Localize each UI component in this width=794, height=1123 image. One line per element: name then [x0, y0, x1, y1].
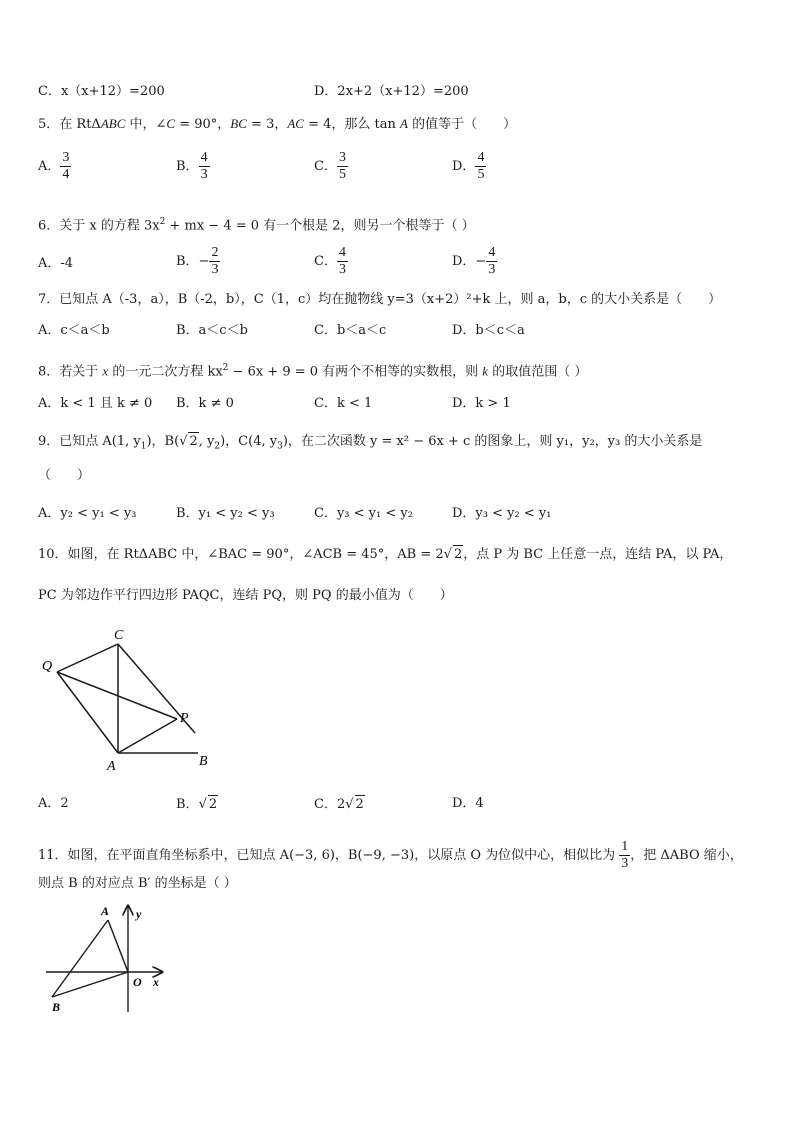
q4-option-c: C．x（x+12）=200: [38, 84, 165, 99]
q11-segment-ao: [108, 920, 128, 972]
q7-option-b: B．a＜c＜b: [176, 323, 248, 338]
q5-option-a: A． $\frac{3}{4}$: [38, 150, 70, 182]
q11-stem-line2: 则点 B 的对应点 B′ 的坐标是（ ）: [38, 876, 237, 891]
q11-label-x: x: [153, 975, 159, 989]
q11-segment-bo: [52, 972, 128, 997]
q9-option-b: B．y₁ < y₂ < y₃: [176, 506, 275, 521]
q4-option-d: D．2x+2（x+12）=200: [314, 84, 469, 99]
q9-option-a: A．y₂ < y₁ < y₃: [38, 506, 137, 521]
q10-label-b: B: [199, 754, 208, 769]
q6-option-b: B．− $\frac{2}{3}$: [176, 245, 219, 277]
q5-option-d: D． $\frac{4}{5}$: [452, 150, 485, 182]
q5-stem: 5．在 RtΔABC 中，∠C = 90°，BC = 3，AC = 4，那么 tan A 的值等于（ ）: [38, 116, 517, 132]
q10-label-p: P: [180, 711, 189, 726]
q10-stem: 10．如图，在 RtΔABC 中，∠BAC = 90°，∠ACB = 45°，AB = 2√ 2，点 P 为 BC 上任意一点，连结 PA，以 PA，: [38, 547, 733, 562]
q8-option-d: D．k > 1: [452, 396, 511, 411]
q8-stem: 8．若关于 x 的一元二次方程 $kx^2 - 6x + 9 = 0$ 有两个不相等的实数根，则 k 的取值范围（ ）: [38, 363, 588, 380]
q11-label-a: A: [101, 904, 110, 918]
q9-stem-line2: （ ）: [38, 468, 91, 483]
q6-option-a: A．-4: [38, 256, 74, 271]
q10-option-a: A．2: [38, 796, 69, 811]
q10-option-c: C．2√ 2: [314, 797, 364, 812]
q10-figure: [38, 622, 228, 774]
q11-segment-ab: [52, 920, 108, 997]
q10-label-c: C: [114, 628, 124, 643]
q10-segment-cq: [57, 644, 118, 672]
q10-option-d: D．4: [452, 796, 484, 811]
q5-option-b: B． $\frac{4}{3}$: [176, 150, 208, 182]
q11-label-y: y: [136, 907, 142, 921]
q7-option-a: A．c＜a＜b: [38, 323, 110, 338]
q8-option-b: B．k ≠ 0: [176, 396, 234, 411]
q10-option-b: B．√ 2: [176, 797, 218, 812]
q9-option-c: C．y₃ < y₁ < y₂: [314, 506, 413, 521]
q8-option-a: A．k < 1 且 k ≠ 0: [38, 396, 153, 411]
q10-label-q: Q: [42, 659, 53, 674]
q10-stem-line2: PC 为邻边作平行四边形 PAQC，连结 PQ，则 PQ 的最小值为（ ）: [38, 588, 453, 603]
q11-label-o: O: [133, 975, 142, 989]
q7-option-d: D．b＜c＜a: [452, 323, 525, 338]
q11-figure: [40, 900, 180, 1020]
q10-label-a: A: [107, 759, 116, 774]
q11-label-b: B: [52, 1000, 61, 1014]
q6-option-d: D．− $\frac{4}{3}$: [452, 245, 496, 277]
q8-option-c: C．k < 1: [314, 396, 373, 411]
q10-segment-ap: [118, 719, 177, 753]
q6-stem: 6．关于 x 的方程 $3x^2$ + mx − 4 = 0 有一个根是 2，则另一个根等于（ ）: [38, 217, 475, 234]
q9-option-d: D．y₃ < y₂ < y₁: [452, 506, 552, 521]
q7-option-c: C．b＜a＜c: [314, 323, 387, 338]
q6-option-c: C． $\frac{4}{3}$: [314, 245, 346, 277]
q11-stem: 11．如图，在平面直角坐标系中，已知点 A(−3, 6)，B(−9, −3)，以原点 O 为位似中心，相似比为 $\frac{1}{3}$ ，把 ΔABO 缩小，: [38, 839, 743, 871]
q5-option-c: C． $\frac{3}{5}$: [314, 150, 346, 182]
q7-stem: 7．已知点 A（-3，a），B（-2，b），C（1，c）均在抛物线 y=3（x+2）²+k 上，则 a，b，c 的大小关系是（ ）: [38, 292, 722, 307]
q9-stem: 9．已知点 A(1, $y_1$)，B(√ 2, $y_2$)，C(4, $y_3$)，在二次函数 y = x² − 6x + c 的图象上，则 y₁，y₂，y₃ 的大小关系是: [38, 434, 703, 452]
